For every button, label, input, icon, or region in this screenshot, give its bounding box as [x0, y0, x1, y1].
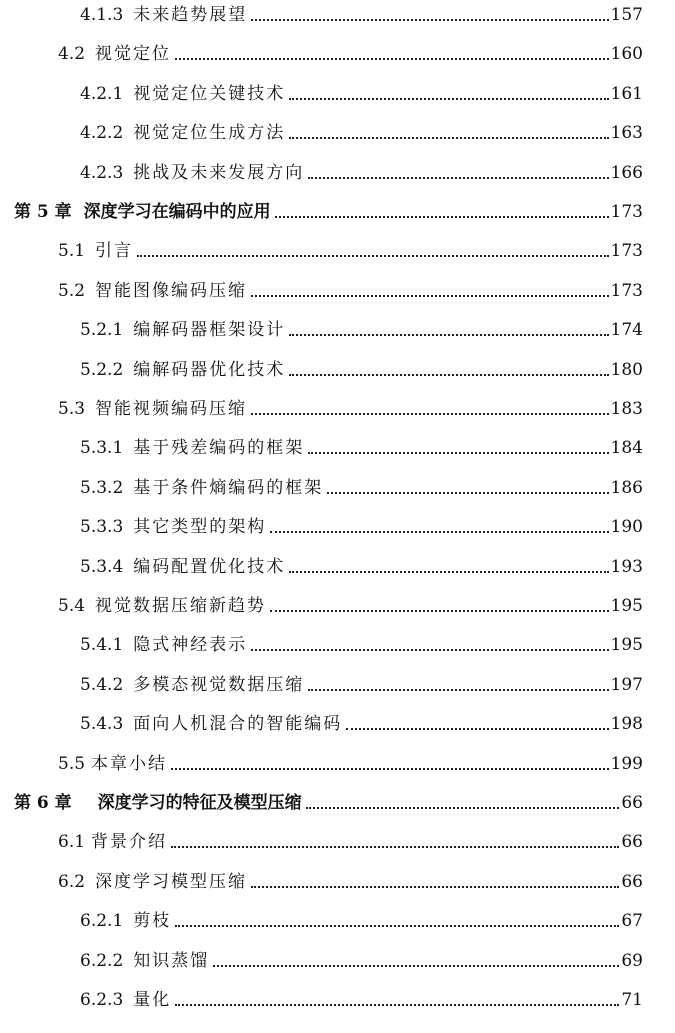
- dot-leader: [171, 768, 609, 770]
- toc-entry-number: 5.3: [58, 399, 86, 419]
- toc-entry-title: 知识蒸馏: [133, 950, 210, 971]
- toc-entry[interactable]: [0, 313, 675, 341]
- toc-entry-number: 5.3.1: [80, 438, 124, 459]
- toc-entry-title: 编解码器优化技术: [133, 359, 286, 380]
- dot-leader: [175, 58, 609, 60]
- toc-entry-page-number: 66: [621, 832, 643, 853]
- toc-entry-number: 6.2.1: [80, 911, 124, 932]
- toc-entry-title: 隐式神经表示: [133, 635, 248, 656]
- dot-leader: [213, 965, 619, 967]
- dot-leader: [289, 334, 608, 336]
- toc-entry-title: 深度学习在编码中的应用: [83, 202, 271, 222]
- toc-entry-title: 量化: [133, 990, 172, 1010]
- toc-entry-page-number: 166: [610, 162, 643, 183]
- toc-entry-number: 5.2.1: [80, 320, 124, 341]
- toc-entry-page-number: 186: [610, 477, 643, 498]
- toc-entry-title: 引言: [95, 241, 134, 262]
- toc-entry-page-number: 184: [610, 438, 643, 459]
- toc-entry-number: 5.2: [58, 280, 86, 301]
- dot-leader: [251, 295, 609, 297]
- toc-entry-title: 面向人机混合的智能编码: [133, 714, 343, 735]
- toc-entry-title: 多模态视觉数据压缩: [133, 674, 305, 695]
- toc-entry-number: 5.1: [58, 241, 86, 262]
- toc-entry-title: 视觉定位关键技术: [133, 83, 286, 104]
- dot-leader: [251, 19, 608, 21]
- dot-leader: [251, 649, 608, 651]
- toc-entry[interactable]: [0, 77, 675, 105]
- toc-entry-page-number: 174: [610, 320, 643, 341]
- toc-entry-number: 5.4.3: [80, 714, 124, 735]
- dot-leader: [270, 610, 609, 612]
- toc-entry[interactable]: [0, 589, 675, 617]
- toc-entry[interactable]: [0, 707, 675, 735]
- dot-leader: [275, 216, 609, 218]
- toc-entry-title: 挑战及未来发展方向: [133, 162, 305, 183]
- toc-entry-number: 6.1: [58, 832, 86, 853]
- dot-leader: [346, 728, 608, 730]
- toc-entry[interactable]: [0, 274, 675, 302]
- toc-entry-page-number: 199: [610, 753, 643, 774]
- toc-entry-title: 未来趋势展望: [133, 5, 248, 25]
- toc-entry[interactable]: [0, 825, 675, 853]
- toc-entry-title: 剪枝: [133, 911, 172, 932]
- toc-entry[interactable]: [0, 116, 675, 144]
- toc-entry-title: 本章小结: [91, 753, 168, 774]
- toc-entry-number: 6.2: [58, 871, 86, 892]
- toc-entry-number: 第 6 章: [14, 793, 72, 813]
- toc-entry-title: 编码配置优化技术: [133, 556, 286, 577]
- toc-entry-number: 5.3.3: [80, 517, 124, 538]
- toc-entry-page-number: 193: [610, 556, 643, 577]
- toc-entry[interactable]: [0, 668, 675, 696]
- toc-entry-title: 视觉定位: [95, 44, 172, 65]
- dot-leader: [308, 452, 608, 454]
- dot-leader: [175, 1004, 619, 1006]
- toc-entry-number: 5.2.2: [80, 359, 124, 380]
- toc-entry[interactable]: [0, 550, 675, 578]
- dot-leader: [251, 413, 609, 415]
- toc-entry-number: 第 5 章: [14, 202, 72, 222]
- toc-entry[interactable]: [0, 0, 675, 26]
- toc-entry-title: 编解码器框架设计: [133, 320, 286, 341]
- toc-entry-page-number: 160: [610, 44, 643, 65]
- dot-leader: [251, 886, 619, 888]
- toc-entry[interactable]: [0, 353, 675, 381]
- toc-entry-number: 6.2.2: [80, 950, 124, 971]
- toc-entry-title: 智能视频编码压缩: [95, 399, 248, 419]
- toc-entry-page-number: 173: [610, 241, 643, 262]
- toc-entry-page-number: 67: [621, 911, 643, 932]
- toc-entry-number: 4.2.2: [80, 123, 124, 144]
- dot-leader: [308, 689, 608, 691]
- toc-entry-page-number: 66: [621, 871, 643, 892]
- toc-entry[interactable]: [0, 747, 675, 775]
- dot-leader: [289, 98, 608, 100]
- toc-entry-title: 深度学习的特征及模型压缩: [97, 793, 302, 813]
- toc-entry-page-number: 161: [610, 83, 643, 104]
- toc-entry-title: 背景介绍: [91, 832, 168, 853]
- toc-entry-page-number: 190: [610, 517, 643, 538]
- toc-entry-number: 6.2.3: [80, 990, 124, 1010]
- toc-entry-number: 5.4: [58, 596, 86, 616]
- toc-entry[interactable]: [0, 392, 675, 420]
- toc-entry[interactable]: [0, 37, 675, 65]
- toc-entry[interactable]: [0, 904, 675, 932]
- toc-entry-number: 5.5: [58, 753, 86, 774]
- toc-entry-title: 视觉定位生成方法: [133, 123, 286, 144]
- dot-leader: [289, 374, 608, 376]
- dot-leader: [270, 531, 608, 533]
- toc-entry-page-number: 195: [610, 635, 643, 656]
- dot-leader: [289, 137, 608, 139]
- toc-entry[interactable]: [0, 983, 675, 1011]
- dot-leader: [171, 846, 619, 848]
- toc-entry-number: 4.1.3: [80, 5, 124, 25]
- toc-entry-number: 4.2.1: [80, 83, 124, 104]
- toc-entry-page-number: 69: [621, 950, 643, 971]
- toc-entry[interactable]: [0, 944, 675, 972]
- toc-entry[interactable]: [0, 234, 675, 262]
- toc-entry[interactable]: [0, 471, 675, 499]
- toc-entry[interactable]: [0, 510, 675, 538]
- toc-entry-number: 5.3.2: [80, 477, 124, 498]
- toc-chapter-entry[interactable]: [0, 195, 675, 223]
- toc-entry-page-number: 71: [621, 990, 643, 1010]
- toc-entry-page-number: 195: [610, 596, 643, 616]
- toc-entry-page-number: 183: [610, 399, 643, 419]
- dot-leader: [308, 177, 608, 179]
- dot-leader: [289, 571, 608, 573]
- toc-entry-title: 基于残差编码的框架: [133, 438, 305, 459]
- toc-entry-title: 智能图像编码压缩: [95, 280, 248, 301]
- toc-entry-title: 基于条件熵编码的框架: [133, 477, 324, 498]
- toc-entry-title: 其它类型的架构: [133, 517, 267, 538]
- toc-entry-title: 视觉数据压缩新趋势: [95, 596, 267, 616]
- toc-entry[interactable]: [0, 156, 675, 184]
- dot-leader: [327, 492, 608, 494]
- toc-entry-page-number: 163: [610, 123, 643, 144]
- dot-leader: [137, 255, 609, 257]
- dot-leader: [175, 925, 619, 927]
- toc-entry[interactable]: [0, 431, 675, 459]
- toc-entry-page-number: 180: [610, 359, 643, 380]
- toc-entry[interactable]: [0, 628, 675, 656]
- toc-entry-page-number: 173: [610, 280, 643, 301]
- toc-entry-page-number: 173: [610, 202, 643, 222]
- toc-entry-page-number: 198: [610, 714, 643, 735]
- toc-entry-number: 5.4.2: [80, 674, 124, 695]
- toc-entry-number: 5.4.1: [80, 635, 124, 656]
- toc-entry[interactable]: [0, 865, 675, 893]
- toc-entry-number: 4.2: [58, 44, 86, 65]
- toc-entry-page-number: 66: [621, 793, 643, 813]
- toc-entry-page-number: 197: [610, 674, 643, 695]
- toc-entry-page-number: 157: [610, 5, 643, 25]
- toc-entry-number: 4.2.3: [80, 162, 124, 183]
- dot-leader: [306, 807, 620, 809]
- toc-entry-title: 深度学习模型压缩: [95, 871, 248, 892]
- toc-chapter-entry[interactable]: [0, 786, 675, 814]
- toc-entry-number: 5.3.4: [80, 556, 124, 577]
